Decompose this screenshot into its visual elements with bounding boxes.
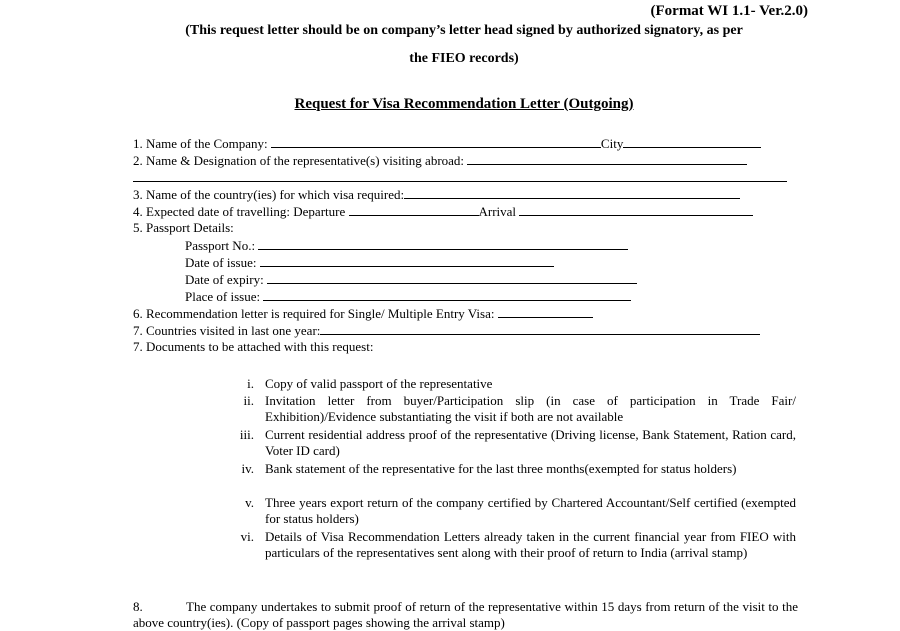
document-item-i [218,376,798,392]
date-expiry-blank[interactable] [267,271,637,284]
field-representative [133,152,747,169]
item-number: i. [247,376,254,391]
item-text: Details of Visa Recommendation Letters already taken in the current financial year from FIEO with particulars of the representatives sent along with their proof of return to India (arrival stamp) [265,529,796,560]
field-label: Passport No.: [185,238,256,253]
representative-blank-line2 [133,169,787,186]
field-label: Date of expiry: [185,272,264,287]
format-version: (Format WI 1.1- Ver.2.0) [650,3,808,19]
field-place-of-issue [185,288,631,305]
field-label: 4. Expected date of travelling: Departure [133,204,346,219]
visa-entry-blank[interactable] [498,305,593,318]
arrival-blank[interactable] [519,203,753,216]
field-visa-entry-type [133,305,593,322]
city-blank[interactable] [623,135,761,148]
clause-text [133,599,798,631]
document-item-v [218,495,798,527]
instruction-note-line2: the FIEO records) [409,51,519,66]
place-issue-blank[interactable] [263,288,631,301]
item-number: vi. [240,529,254,544]
item-text: Bank statement of the representative for the last three months(exempted for status holders) [265,461,737,476]
item-number: iii. [239,427,254,442]
field-label: 6. Recommendation letter is required for Single/ Multiple Entry Visa: [133,306,495,321]
instruction-note-line1: (This request letter should be on company’s letter head signed by authorized signatory, as per [185,23,743,38]
item-text: Three years export return of the company certified by Chartered Accountant/Self certified (exempted for status holders) [265,495,796,526]
field-countries-visited [133,322,760,339]
field-label: Date of issue: [185,255,257,270]
document-title: Request for Visa Recommendation Letter (Outgoing) [294,96,634,112]
document-item-vi [218,529,798,577]
country-blank[interactable] [404,186,740,199]
representative-blank-2[interactable] [133,169,787,182]
document-item-ii [218,393,798,425]
field-passport-details: 5. Passport Details: [133,220,234,235]
field-travel-date [133,203,753,220]
field-date-of-issue [185,254,554,271]
field-label: City [600,136,624,151]
countries-visited-blank[interactable] [320,322,760,335]
field-label: Place of issue: [185,289,261,304]
field-date-of-expiry [185,271,637,288]
item-text: Current residential address proof of the representative (Driving license, Bank Statement, Ration card, Voter ID card) [265,427,796,458]
field-passport-no [185,237,628,254]
representative-blank[interactable] [467,152,747,165]
item-number: ii. [243,393,254,408]
field-country [133,186,740,203]
item-text: Copy of valid passport of the representative [265,376,493,391]
clause-8 [133,599,798,631]
field-documents-header: 7. Documents to be attached with this request: [133,339,374,354]
item-number: v. [245,495,254,510]
field-label: 3. Name of the country(ies) for which visa required: [133,187,405,202]
clause-body: The company undertakes to submit proof of return of the representative within 15 days from return of the visit to the above country(ies). (Copy of passport pages showing the arrival stamp) [133,599,798,630]
document-item-iii [218,427,798,459]
item-number: iv. [241,461,254,476]
item-text: Invitation letter from buyer/Participation slip (in case of participation in Trade Fair/ Exhibition)/Evidence substantiating the visit if both are not available [265,393,796,424]
field-label: 7. Countries visited in last one year: [133,323,321,338]
field-label: Arrival [478,204,517,219]
clause-number: 8. [133,599,143,614]
document-item-iv [218,461,798,493]
company-name-blank[interactable] [271,135,601,148]
field-label: 1. Name of the Company: [133,136,268,151]
departure-blank[interactable] [349,203,479,216]
field-company-name [133,135,761,152]
field-label: 2. Name & Designation of the representative(s) visiting abroad: [133,153,465,168]
passport-no-blank[interactable] [258,237,628,250]
date-issue-blank[interactable] [260,254,554,267]
